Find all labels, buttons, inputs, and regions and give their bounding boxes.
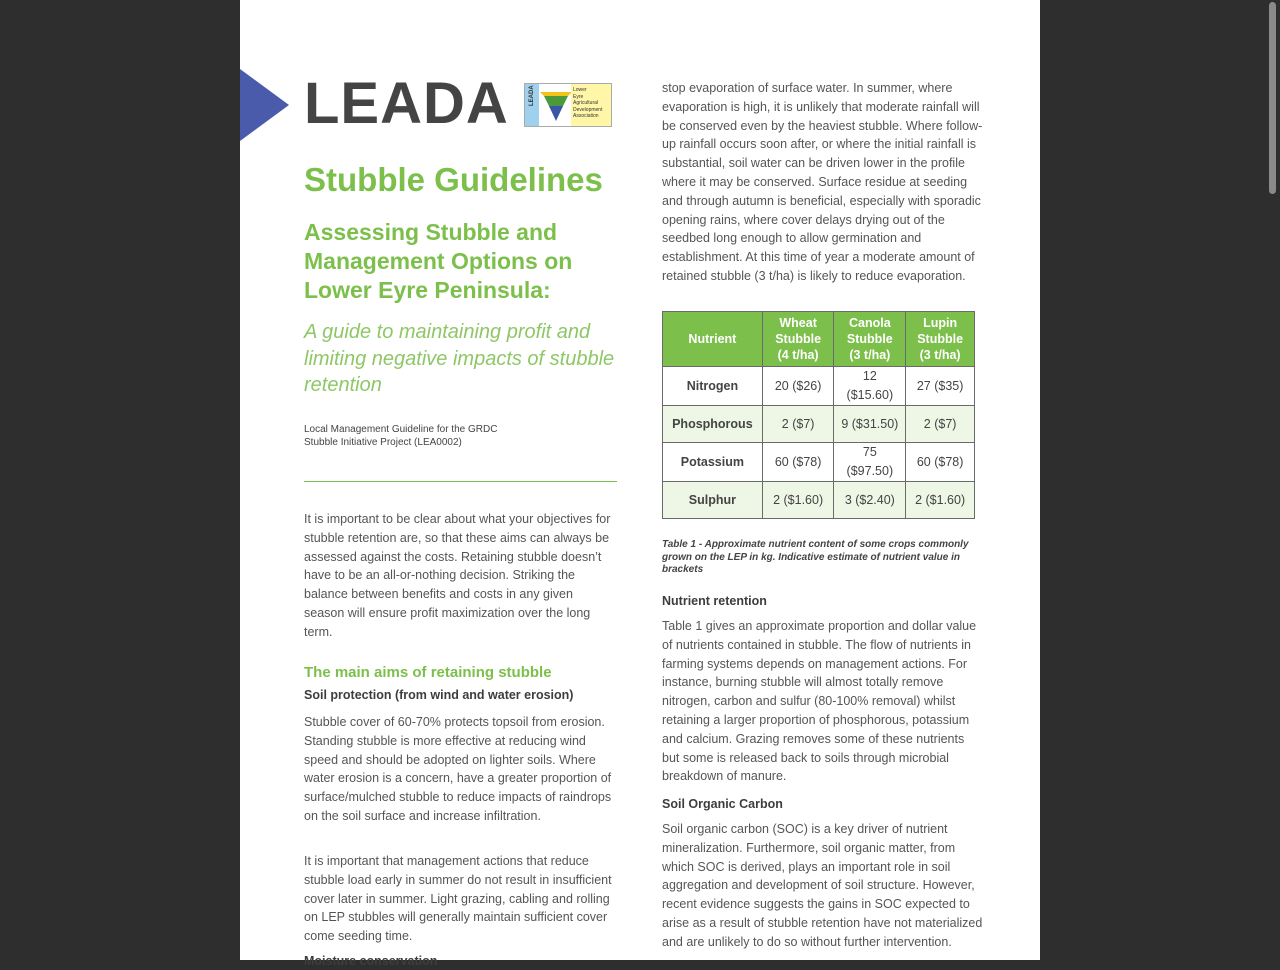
header-lupin-line: Lupin <box>923 316 958 330</box>
badge-line: Association <box>573 113 599 119</box>
soil-organic-carbon-paragraph: Soil organic carbon (SOC) is a key driver of nutrient mineralization. Furthermore, soil organic matter, from which SOC is derived, plays an important role in soil aggregation and development of soil structure. However, recent evidence suggests the gains in SOC expected to arise as a result of stubble retention have not materialized and are unlikely to do so without further intervention. <box>662 822 983 949</box>
page-subtitle: Assessing Stubble and Management Options on Lower Eyre Peninsula: <box>304 219 573 303</box>
guide-note-line1: Local Management Guideline for the GRDC <box>304 424 498 435</box>
vertical-scrollbar[interactable] <box>1269 2 1276 194</box>
soil-protection-heading: Soil protection (from wind and water erosion) <box>304 688 574 702</box>
cell-wheat: 60 ($78) <box>762 443 834 482</box>
cell-wheat: 2 ($7) <box>762 406 834 443</box>
soil-protection-paragraph-1: Stubble cover of 60-70% protects topsoil from erosion. Standing stubble is more effective at reducing wind speed and should be adopted on lighter soils. Where water erosion is a concern, have a greater proportion of surface/mulched stubble to reduce impacts of raindrops on the soil surface and increase infiltration. <box>304 715 612 823</box>
intro-paragraph: It is important to be clear about what your objectives for stubble retention are, so that these aims can always be assessed against the costs. Retaining stubble doesn’t have to be an all-or-nothing decision. Striking the balance between benefits and costs in any given season will ensure profit maximization over the long term. <box>304 512 611 639</box>
cell-wheat: 2 ($1.60) <box>762 482 834 519</box>
section-divider <box>304 481 617 482</box>
badge-line: Eyre <box>573 93 584 100</box>
cell-lupin: 2 ($7) <box>906 406 975 443</box>
header-nutrient: Nutrient <box>663 312 763 367</box>
cell-lupin: 60 ($78) <box>906 443 975 482</box>
table-row <box>663 367 975 406</box>
nutrient-table <box>662 311 975 519</box>
badge-line: Agricultural <box>573 100 599 106</box>
table-header-row <box>663 312 975 367</box>
cell-nutrient: Nitrogen <box>663 367 763 406</box>
header-lupin-line: Stubble <box>917 332 964 346</box>
cell-canola: 3 ($2.40) <box>834 482 906 519</box>
cell-nutrient: Potassium <box>663 443 763 482</box>
cell-lupin: 27 ($35) <box>906 367 975 406</box>
leada-wordmark: LEADA <box>304 71 509 136</box>
nutrient-retention-paragraph: Table 1 gives an approximate proportion and dollar value of nutrients contained in stubble. The flow of nutrients in farming systems depends on management actions. For instance, burning stubble will almost totally remove nitrogen, carbon and sulfur (80-100% removal) whilst retaining a larger proportion of phosphorous, potassium and calcium. Grazing removes some of these nutrients but some is released back to soils through microbial breakdown of manure. <box>662 619 977 784</box>
soil-protection-paragraph-2: It is important that management actions that reduce stubble load early in summer do not result in insufficient cover later in summer. Light grazing, cabling and rolling on LEP stubbles will generally maintain sufficient cover come seeding time. <box>304 854 612 944</box>
header-wheat-line: Stubble <box>775 332 822 346</box>
table-row <box>663 443 975 482</box>
cell-wheat: 20 ($26) <box>762 367 834 406</box>
header-wheat <box>762 312 834 367</box>
page-tagline: A guide to maintaining profit and limiting negative impacts of stubble retention <box>304 321 615 396</box>
header-wheat-line: (4 t/ha) <box>777 348 819 362</box>
table-row <box>663 482 975 519</box>
cell-canola-value: 75 ($97.50) <box>846 445 894 478</box>
cell-canola <box>834 443 906 482</box>
cell-canola-value: 12 ($15.60) <box>846 369 894 402</box>
header-wheat-line: Wheat <box>779 316 817 330</box>
header-canola-line: Canola <box>848 316 891 330</box>
badge-vertical-text: LEADA <box>529 85 535 106</box>
cell-canola: 9 ($31.50) <box>834 406 906 443</box>
blue-triangle-decoration <box>240 69 289 141</box>
soil-organic-carbon-heading: Soil Organic Carbon <box>662 797 783 811</box>
cell-nutrient: Phosphorous <box>663 406 763 443</box>
badge-line: Lower <box>573 87 587 93</box>
nutrient-retention-heading: Nutrient retention <box>662 594 767 608</box>
moisture-heading-cutoff: Moisture conservation <box>304 954 438 968</box>
badge-line: Development <box>573 106 603 113</box>
table-row <box>663 406 975 443</box>
badge-triangle-icon <box>539 86 573 124</box>
cell-lupin: 2 ($1.60) <box>906 482 975 519</box>
table-caption: Table 1 - Approximate nutrient content of some crops commonly grown on the LEP in kg. Indicative estimate of nutrient value in brackets <box>662 539 969 575</box>
header-canola <box>834 312 906 367</box>
document-page <box>240 0 1040 968</box>
page-title: Stubble Guidelines <box>304 161 603 198</box>
badge-text-lines <box>573 87 602 120</box>
section-heading: The main aims of retaining stubble <box>304 664 552 681</box>
header-canola-line: (3 t/ha) <box>849 348 891 362</box>
guide-note-line2: Stubble Initiative Project (LEA0002) <box>304 437 462 448</box>
header-canola-line: Stubble <box>846 332 893 346</box>
header-lupin-line: (3 t/ha) <box>919 348 961 362</box>
evaporation-paragraph: stop evaporation of surface water. In summer, where evaporation is high, it is unlikely that moderate rainfall will be conserved even by the heaviest stubble. Where follow-up rainfall occurs soon after, or where the initial rainfall is substantial, soil water can be driven lower in the profile where it may be conserved. Surface residue at seeding and through autumn is beneficial, especially with sporadic opening rains, where cover delays drying out of the seedbed long enough to allow germination and establishment. At this time of year a moderate amount of retained stubble (3 t/ha) is likely to reduce evaporation. <box>662 81 983 283</box>
header-lupin <box>906 312 975 367</box>
leada-badge-logo <box>524 83 612 127</box>
cell-canola <box>834 367 906 406</box>
guide-note <box>304 423 604 449</box>
cell-nutrient: Sulphur <box>663 482 763 519</box>
